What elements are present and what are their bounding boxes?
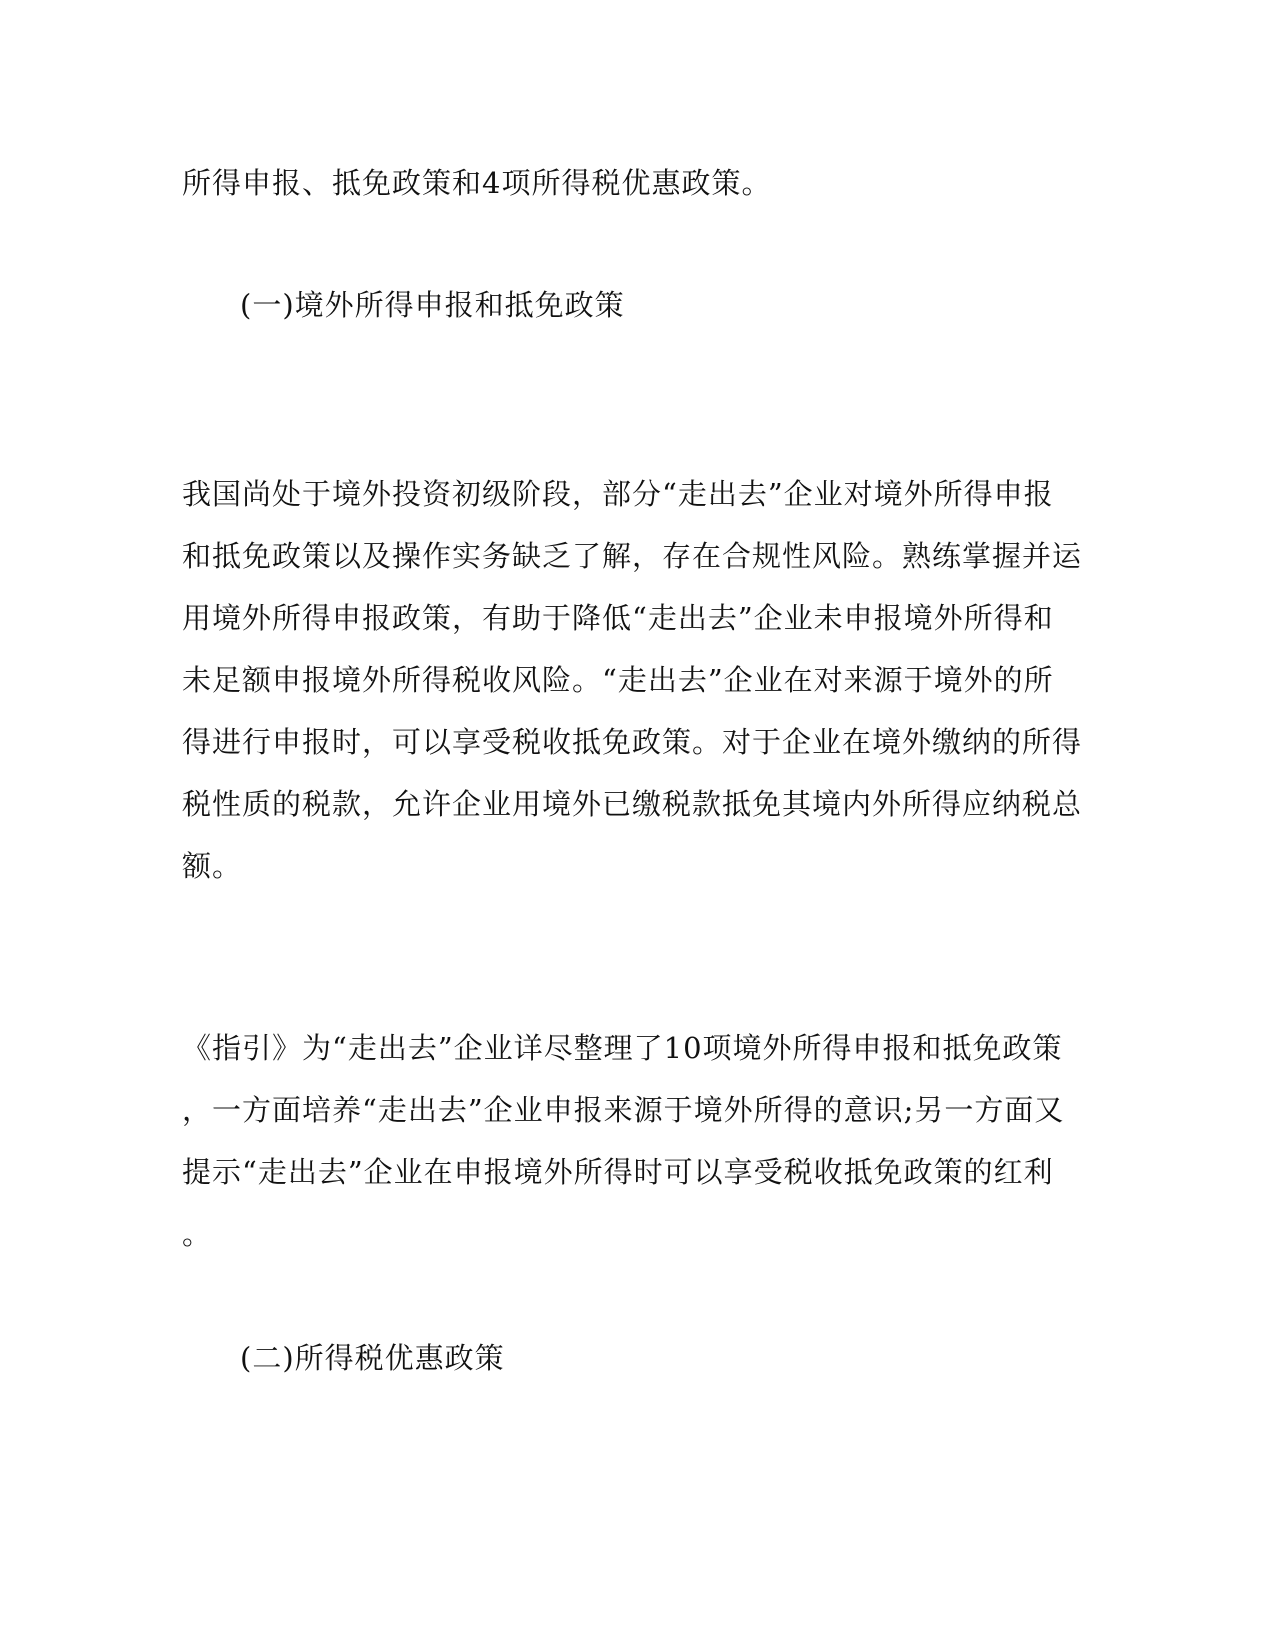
text-line: 。 xyxy=(182,1217,213,1251)
text-line: 用境外所得申报政策，有助于降低“走出去”企业未申报境外所得和 xyxy=(182,601,1054,635)
text-line: 所得申报、抵免政策和4项所得税优惠政策。 xyxy=(182,166,772,200)
text-line: 提示“走出去”企业在申报境外所得时可以享受税收抵免政策的红利 xyxy=(182,1155,1054,1189)
text-line: 我国尚处于境外投资初级阶段，部分“走出去”企业对境外所得申报 xyxy=(182,477,1054,511)
text-line: 税性质的税款，允许企业用境外已缴税款抵免其境内外所得应纳税总 xyxy=(182,787,1083,821)
text-line: 未足额申报境外所得税收风险。“走出去”企业在对来源于境外的所 xyxy=(182,663,1054,697)
heading-text: (一)境外所得申报和抵免政策 xyxy=(240,288,625,322)
intro-paragraph xyxy=(182,152,1072,214)
text-line: 额。 xyxy=(182,849,243,883)
body-paragraph-2 xyxy=(182,1017,1072,1265)
heading-text: (二)所得税优惠政策 xyxy=(240,1341,505,1375)
body-paragraph-1 xyxy=(182,463,1083,897)
text-line: 和抵免政策以及操作实务缺乏了解，存在合规性风险。熟练掌握并运 xyxy=(182,539,1083,573)
text-line: 得进行申报时，可以享受税收抵免政策。对于企业在境外缴纳的所得 xyxy=(182,725,1083,759)
section-heading-1 xyxy=(240,274,1040,336)
text-line: 《指引》为“走出去”企业详尽整理了10项境外所得申报和抵免政策 xyxy=(182,1031,1063,1065)
section-heading-2 xyxy=(240,1327,1040,1389)
text-line: ，一方面培养“走出去”企业申报来源于境外所得的意识;另一方面又 xyxy=(182,1093,1065,1127)
